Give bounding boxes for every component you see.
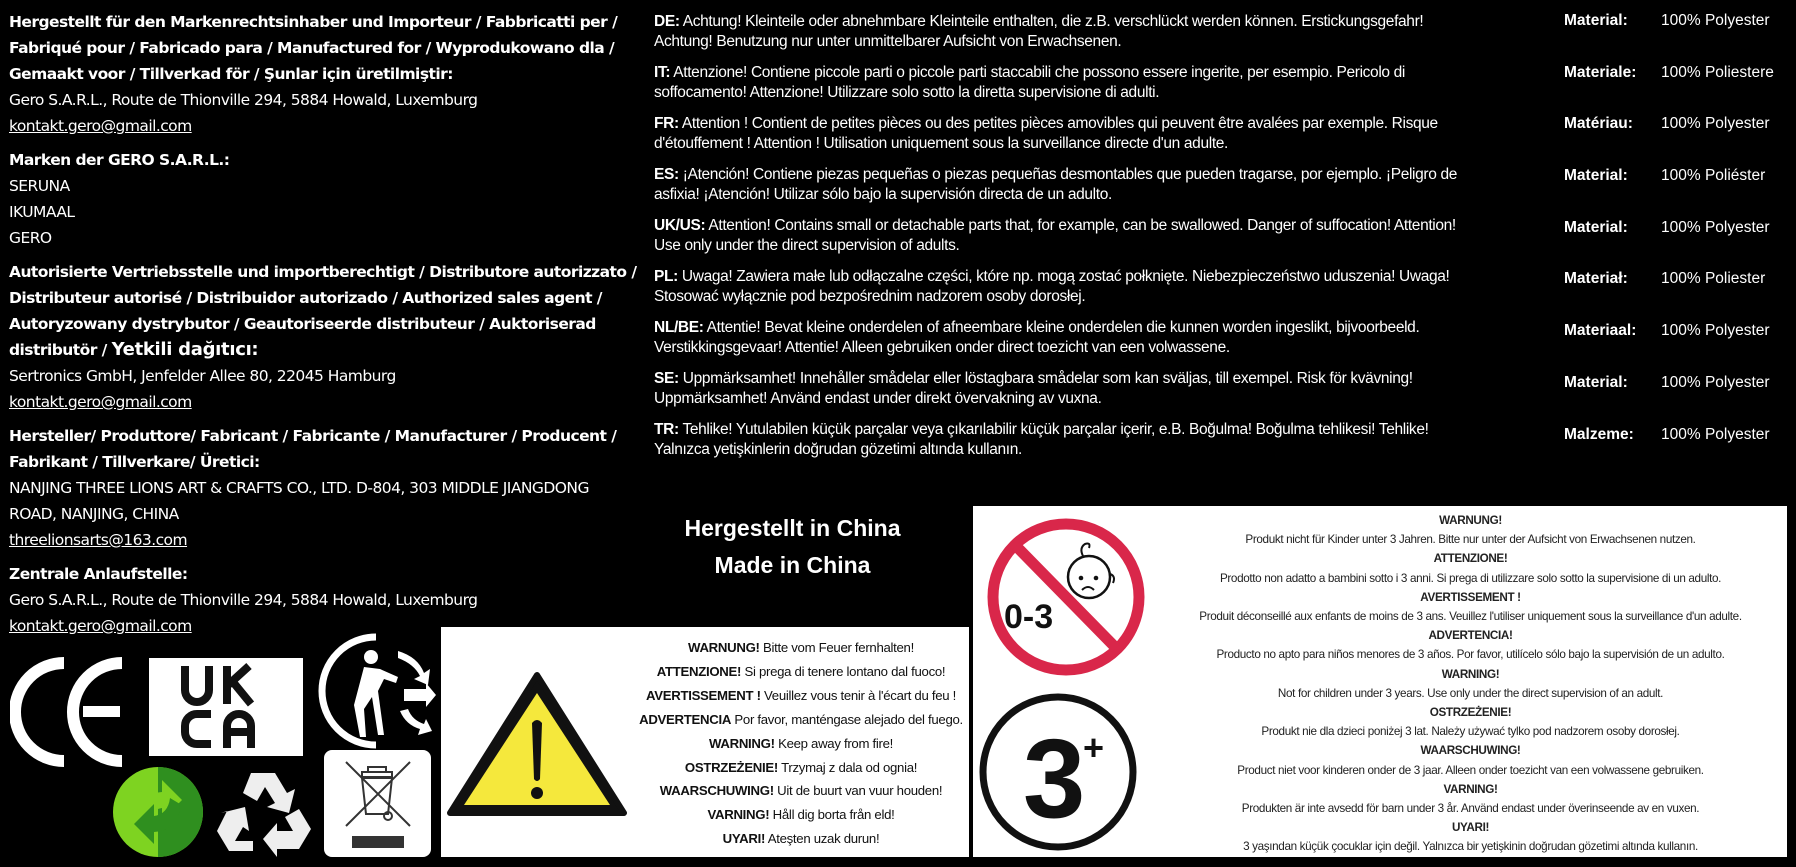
- age-warning-title: AVERTISSEMENT !: [1420, 590, 1521, 604]
- material-row: [1564, 219, 1796, 271]
- language-code: IT:: [654, 64, 671, 81]
- manufacturer-address-line: ROAD, NANJING, CHINA: [9, 505, 179, 523]
- material-value: 100% Poliestere: [1661, 63, 1774, 81]
- material-label: Material:: [1564, 218, 1628, 236]
- manufactured-for-email-link[interactable]: kontakt.gero@gmail.com: [9, 117, 192, 135]
- warning-text: Uwaga! Zawiera małe lub odłączalne części, które np. mogą zostać połknięte. Niebezpieczeństwo uduszenia! Uwaga!: [681, 268, 1450, 285]
- warning-text: d'étouffement ! Attention ! Utilisation uniquement sous la surveillance directe d'un adulte.: [654, 135, 1228, 152]
- heading-line: Fabrikant / Tillverkare/ Üretici:: [9, 453, 260, 471]
- language-code: FR:: [654, 115, 679, 132]
- warning-se: [654, 369, 1554, 420]
- warning-text: Yalnızca yetişkinlerin doğrudan gözetimi altında kullanın.: [654, 441, 1022, 458]
- green-dot-icon: [110, 764, 206, 860]
- material-value: 100% Polyester: [1661, 425, 1770, 443]
- material-value: 100% Polyester: [1661, 373, 1770, 391]
- manufacturer-address-line: NANJING THREE LIONS ART & CRAFTS CO., LTD. D-804, 303 MIDDLE JIANGDONG: [9, 479, 589, 497]
- distributor-email-link[interactable]: kontakt.gero@gmail.com: [9, 393, 192, 411]
- age-warning-title: OSTRZEŻENIE!: [1429, 706, 1512, 720]
- svg-text:0-3: 0-3: [1004, 598, 1054, 636]
- tidyman-recycle-icon: [314, 631, 438, 751]
- manufacturer-email-link[interactable]: threelionsarts@163.com: [9, 531, 188, 549]
- age-warning-title: WARNING!: [1441, 667, 1500, 681]
- material-row: [1564, 374, 1796, 426]
- material-label: Material:: [1564, 167, 1628, 185]
- material-value: 100% Poliéster: [1661, 167, 1766, 185]
- age-warning-title: WARNUNG!: [1439, 514, 1502, 527]
- heading-line: [9, 337, 639, 363]
- fire-warning-line: WARNUNG! Bitte vom Feuer fernhalten!: [688, 640, 914, 655]
- age-warning-body: Produkten är inte avsedd för barn under 3 år. Använd endast under överinseende av en vuxen.: [1241, 802, 1700, 816]
- warning-es: [654, 165, 1554, 216]
- material-row: [1564, 64, 1796, 116]
- svg-text:+: +: [1083, 727, 1105, 768]
- warning-de: [654, 12, 1554, 63]
- warning-text: Achtung! Kleinteile oder abnehmbare Kleinteile enthalten, die z.B. verschlückt werden können. Erstickungsgefahr!: [682, 13, 1424, 30]
- language-code: PL:: [654, 268, 678, 285]
- material-value: 100% Poliester: [1661, 270, 1766, 288]
- language-code: NL/BE:: [654, 319, 704, 336]
- fire-warning-line: ATTENZIONE! Si prega di tenere lontano dal fuoco!: [656, 663, 946, 679]
- age-warning-body: 3 yaşından küçük çocuklar için değil. Yalnızca bir yetişkinin doğrudan gözetimi altında kullanın.: [1243, 840, 1698, 854]
- contact-point-heading: Zentrale Anlaufstelle:: [9, 565, 188, 583]
- material-value: 100% Polyester: [1661, 322, 1770, 340]
- warning-text: Use only under the direct supervision of adults.: [654, 237, 960, 254]
- material-label: Material:: [1564, 12, 1628, 29]
- distributor-section: [9, 259, 639, 415]
- warning-fr: [654, 114, 1554, 165]
- warning-text: Attention! Contains small or detachable parts that, for example, can be swallowed. Danger of suffocation! Attention!: [708, 217, 1456, 234]
- manufacturer-heading: [9, 423, 639, 475]
- material-value: 100% Polyester: [1661, 218, 1770, 236]
- fire-warning-line: OSTRZEŻENIE! Trzymaj z dala od ognia!: [684, 759, 918, 775]
- material-label: Materiaal:: [1564, 322, 1637, 340]
- fire-warning-line: WAARSCHUWING! Uit de buurt van vuur houden!: [659, 783, 943, 799]
- brands-heading: Marken der GERO S.A.R.L.:: [9, 151, 230, 169]
- manufactured-for-address: Gero S.A.R.L., Route de Thionville 294, 5884 Howald, Luxemburg: [9, 91, 478, 109]
- warning-uk-us: [654, 216, 1554, 267]
- small-parts-warnings: [654, 12, 1554, 471]
- age-warning-title: VARNING!: [1443, 782, 1498, 796]
- ce-mark-icon: [10, 655, 126, 769]
- age-warning-body: Prodotto non adatto a bambini sotto i 3 anni. Si prega di utilizzare solo sotto la supervisione di un adulto.: [1219, 571, 1722, 585]
- fire-warning-line: WARNING! Keep away from fire!: [708, 735, 894, 751]
- age-warning-body: Not for children under 3 years. Use only under the direct supervision of an adult.: [1277, 686, 1664, 700]
- fire-warning-line: VARNING! Håll dig borta från eld!: [707, 807, 895, 823]
- age-warning-text: [1158, 511, 1783, 857]
- age-warning-body: Product niet voor kinderen onder de 3 jaar. Alleen onder toezicht van een volwassene gebruiken.: [1237, 763, 1704, 777]
- weee-bin-icon: [324, 750, 431, 857]
- heading-line: Hersteller/ Produttore/ Fabricant / Fabricante / Manufacturer / Producent /: [9, 427, 617, 445]
- language-code: UK/US:: [654, 217, 706, 234]
- warning-text: Verstikkingsgevaar! Attentie! Alleen gebruiken onder direct toezicht van een volwassene.: [654, 339, 1230, 356]
- heading-line: Autoryzowany dystrybutor / Geautoriseerde distributeur / Auktoriserad: [9, 315, 596, 333]
- age-warning-title: WAARSCHUWING!: [1420, 744, 1521, 758]
- not-for-under-3-icon: [973, 506, 1158, 681]
- heading-line: Distributeur autorisé / Distribuidor autorizado / Authorized sales agent /: [9, 289, 602, 307]
- language-code: ES:: [654, 166, 679, 183]
- manufacturer-section: [9, 423, 639, 553]
- material-row: [1564, 12, 1796, 64]
- recycling-icon: [213, 767, 313, 859]
- made-in-en: Made in China: [714, 552, 871, 578]
- contact-point-email-link[interactable]: kontakt.gero@gmail.com: [9, 617, 192, 635]
- brands-section: [9, 147, 639, 251]
- brand-item: GERO: [9, 229, 52, 247]
- age-warning-body: Produit déconseillé aux enfants de moins de 3 ans. Veuillez l'utiliser uniquement sous la surveillance d'un adulte.: [1199, 610, 1742, 624]
- material-value: 100% Polyester: [1661, 12, 1770, 29]
- material-label: Matériau:: [1564, 115, 1633, 133]
- material-label: Malzeme:: [1564, 425, 1634, 443]
- age-warning-body: Producto no apto para niños menores de 3 años. Por favor, utilícelo sólo bajo la supervisión de un adulto.: [1216, 648, 1725, 662]
- age-icons: [973, 506, 1158, 857]
- contact-point-address: Gero S.A.R.L., Route de Thionville 294, 5884 Howald, Luxemburg: [9, 591, 478, 609]
- warning-text: Stosować wyłącznie pod bezpośrednim nadzorem osoby dorosłej.: [654, 288, 1086, 305]
- fire-warning-line: AVERTISSEMENT ! Veuillez vous tenir à l'écart du feu !: [645, 687, 957, 703]
- warning-nl-be: [654, 318, 1554, 369]
- fire-warning-line: UYARI! Ateşten uzak durun!: [722, 831, 880, 847]
- heading-line: Fabriqué pour / Fabricado para / Manufactured for / Wyprodukowano dla /: [9, 39, 615, 57]
- warning-text: Tehlike! Yutulabilen küçük parçalar veya çıkarılabilir küçük parçalar içerir, e.B. Boğulma! Boğulma tehlikesi! Tehlike!: [682, 421, 1429, 438]
- warning-tr: [654, 420, 1554, 471]
- warning-pl: [654, 267, 1554, 318]
- material-label: Materiale:: [1564, 63, 1637, 81]
- manufactured-for-heading: [9, 9, 639, 87]
- fire-warning-text: [633, 636, 969, 851]
- importer-info: [9, 9, 639, 647]
- age-warning-panel: [973, 506, 1787, 857]
- warning-text: Achtung! Benutzung nur unter unmittelbarer Aufsicht von Erwachsenen.: [654, 33, 1122, 50]
- warning-text: Attentie! Bevat kleine onderdelen of afneembare kleine onderdelen die kunnen worden ingeslikt, bijvoorbeeld.: [706, 319, 1420, 336]
- heading-line: Autorisierte Vertriebsstelle und importberechtigt / Distributore autorizzato /: [9, 263, 637, 281]
- warning-text: asfixia! ¡Atención! Utilizar sólo bajo la supervisión directa de un adulto.: [654, 186, 1112, 203]
- warning-text: Uppmärksamhet! Innehåller smådelar eller löstagbara smådelar som kan sväljas, till exempel. Risk för kvävning!: [682, 370, 1413, 387]
- heading-text: distributör /: [9, 341, 112, 359]
- warning-it: [654, 63, 1554, 114]
- distributor-heading: [9, 259, 639, 363]
- age-3-plus-icon: [973, 684, 1158, 859]
- material-list: [1564, 12, 1796, 477]
- heading-line: Hergestellt für den Markenrechtsinhaber und Importeur / Fabbricatti per /: [9, 13, 618, 31]
- brand-item: IKUMAAL: [9, 203, 75, 221]
- warning-text: soffocamento! Attenzione! Utilizzare solo sotto la diretta supervisione di adulti.: [654, 84, 1160, 101]
- heading-text-large: Yetkili dağıtıcı:: [111, 339, 259, 360]
- distributor-address: Sertronics GmbH, Jenfelder Allee 80, 22045 Hamburg: [9, 367, 396, 385]
- material-row: [1564, 270, 1796, 322]
- material-row: [1564, 426, 1796, 478]
- language-code: SE:: [654, 370, 679, 387]
- fire-warning-line: ADVERTENCIA Por favor, manténgase alejado del fuego.: [639, 711, 963, 727]
- material-label: Materiał:: [1564, 270, 1628, 288]
- warning-text: Attenzione! Contiene piccole parti o piccole parti staccabili che possono essere ingerite, per esempio. Pericolo di: [673, 64, 1406, 81]
- material-row: [1564, 322, 1796, 374]
- warning-text: Attention ! Contient de petites pièces ou des petites pièces amovibles qui peuvent être avalées par exemple. Risque: [681, 115, 1438, 132]
- language-code: TR:: [654, 421, 679, 438]
- ukca-mark-icon: [149, 658, 303, 756]
- age-warning-title: ATTENZIONE!: [1433, 552, 1508, 566]
- manufactured-for-section: [9, 9, 639, 139]
- made-in-china: [640, 510, 945, 584]
- brand-item: SERUNA: [9, 177, 70, 195]
- material-label: Material:: [1564, 373, 1628, 391]
- age-warning-title: ADVERTENCIA!: [1428, 629, 1513, 643]
- language-code: DE:: [654, 13, 680, 30]
- heading-line: Gemaakt voor / Tillverkad för / Şunlar için üretilmiştir:: [9, 65, 453, 83]
- warning-triangle-icon: [444, 669, 630, 819]
- material-value: 100% Polyester: [1661, 115, 1770, 133]
- made-in-de: Hergestellt in China: [684, 515, 901, 541]
- age-warning-title: UYARI!: [1451, 821, 1490, 835]
- warning-text: Uppmärksamhet! Använd endast under direkt övervakning av vuxna.: [654, 390, 1102, 407]
- material-row: [1564, 115, 1796, 167]
- age-warning-body: Produkt nie dla dzieci poniżej 3 lat. Należy używać tylko pod nadzorem osoby dorosłej.: [1261, 725, 1680, 739]
- age-warning-body: Produkt nicht für Kinder unter 3 Jahren. Bitte nur unter der Aufsicht von Erwachsenen nutzen.: [1245, 533, 1696, 547]
- fire-warning-panel: [441, 627, 969, 857]
- svg-text:3: 3: [1023, 716, 1086, 841]
- warning-text: ¡Atención! Contiene piezas pequeñas o piezas pequeñas desmontables que pueden tragarse, por ejemplo. ¡Peligro de: [682, 166, 1457, 183]
- material-row: [1564, 167, 1796, 219]
